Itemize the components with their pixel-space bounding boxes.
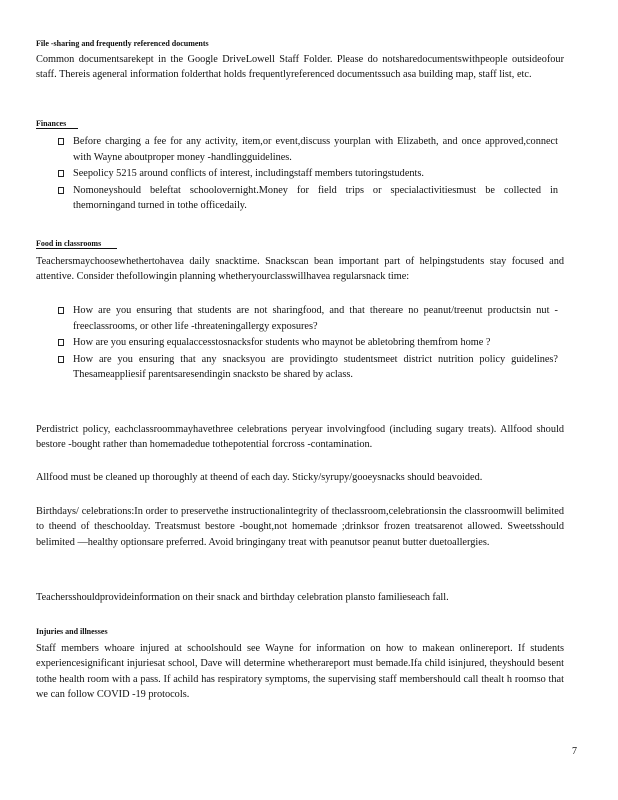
checkbox-bullet-icon — [58, 170, 64, 177]
list-item — [58, 352, 558, 383]
food-question-text: How are you ensuring equalaccesstosnacksfor students who maynot be abletobring themfrom home ? — [73, 337, 491, 349]
injuries-text: Staff members whoare injured at schoolshould see Wayne for information on how to makean onlinereport. If students experiencesignificant injuriesat school, Dave will determine whetherareport must bemade.Ifa child isinjured, theyshould besent tothe health room with a pass. If achild has respiratory symptoms, the supervising staff membershould call thealt h roomso that we can follow COVID -19 protocols. — [36, 643, 564, 701]
list-item — [58, 183, 558, 214]
finances-item-text: Seepolicy 5215 around conflicts of interest, includingstaff members tutoringstudents. — [73, 168, 424, 180]
page-number: 7 — [572, 746, 577, 757]
food-heading — [36, 238, 564, 250]
food-questions-list — [58, 303, 558, 384]
finances-heading — [36, 118, 564, 130]
food-celebrations-policy: Perdistrict policy, eachclassroommayhavethree celebrations peryear involvingfood (including sugary treats). Allfood should bestore -bought rather than homemadedue tothepotential forcross -contamination. — [36, 424, 564, 451]
food-question-text: How are you ensuring that any snacksyou are providingto studentsmeet district nutrition policy guidelines? Thesameappliesif parentsaresendingin snacksto be shared by aclass. — [73, 353, 558, 381]
finances-item-text: Before charging a fee for any activity, item,or event,discuss yourplan with Elizabeth, and once approved,connect with Wayne aboutproper money -handlingguidelines. — [73, 136, 558, 163]
list-item — [58, 303, 558, 334]
food-intro: Teachersmaychoosewhethertohavea daily snacktime. Snackscan bean important part of helpingstudents stay focused and attentive. Consider thefollowingin planning whetheryourclasswillhavea regularsnack time: — [36, 256, 564, 283]
injuries-heading: Injuries and illnesses — [36, 627, 108, 636]
checkbox-bullet-icon — [58, 356, 64, 363]
food-cleanup: Allfood must be cleaned up thoroughly at theend of each day. Sticky/syrupy/gooeysnacks should beavoided. — [36, 472, 483, 483]
finances-list — [58, 134, 558, 215]
checkbox-bullet-icon — [58, 339, 64, 346]
checkbox-bullet-icon — [58, 187, 64, 194]
list-item — [58, 335, 558, 351]
finances-item-text: Nomoneyshould beleftat schoolovernight.Money for field trips or specialactivitiesmust be collected in themorningand turned in tothe officedaily. — [73, 184, 558, 212]
finances-heading-text: Finances — [36, 119, 67, 128]
checkbox-bullet-icon — [58, 138, 64, 145]
food-question-text: How are you ensuring that students are not sharingfood, and that thereare no peanut/treenut productsin nut -freeclassrooms, or other life -threateningallergy exposures? — [73, 305, 558, 332]
file-sharing-heading: File -sharing and frequently referenced documents — [36, 39, 209, 48]
list-item — [58, 166, 558, 182]
food-heading-text: Food in classrooms — [36, 239, 102, 248]
list-item — [58, 134, 558, 165]
file-sharing-text: Common documentsarekept in the Google DriveLowell Staff Folder. Please do notsharedocumentswithpeople outsideofour staff. Thereis ageneral information folderthat holds frequentlyreferenced documentssuch asa building map, staff list, etc. — [36, 54, 564, 81]
checkbox-bullet-icon — [58, 307, 64, 314]
food-birthdays: Birthdays/ celebrations:In order to preservethe instructionalintegrity of theclassroom,celebrationsin the classroomwill belimited to theend of theschoolday. Treatsmust bestore -bought,not homemade ;drinksor frozen treatsarenot allowed. Sweetsshould belimited —healthy optionsare preferred. Avoid bringingany treat with peanutsor peanut butter duetoallergies. — [36, 506, 564, 548]
food-teacher-info: Teachersshouldprovideinformation on their snack and birthday celebration plansto familieseach fall. — [36, 592, 449, 603]
